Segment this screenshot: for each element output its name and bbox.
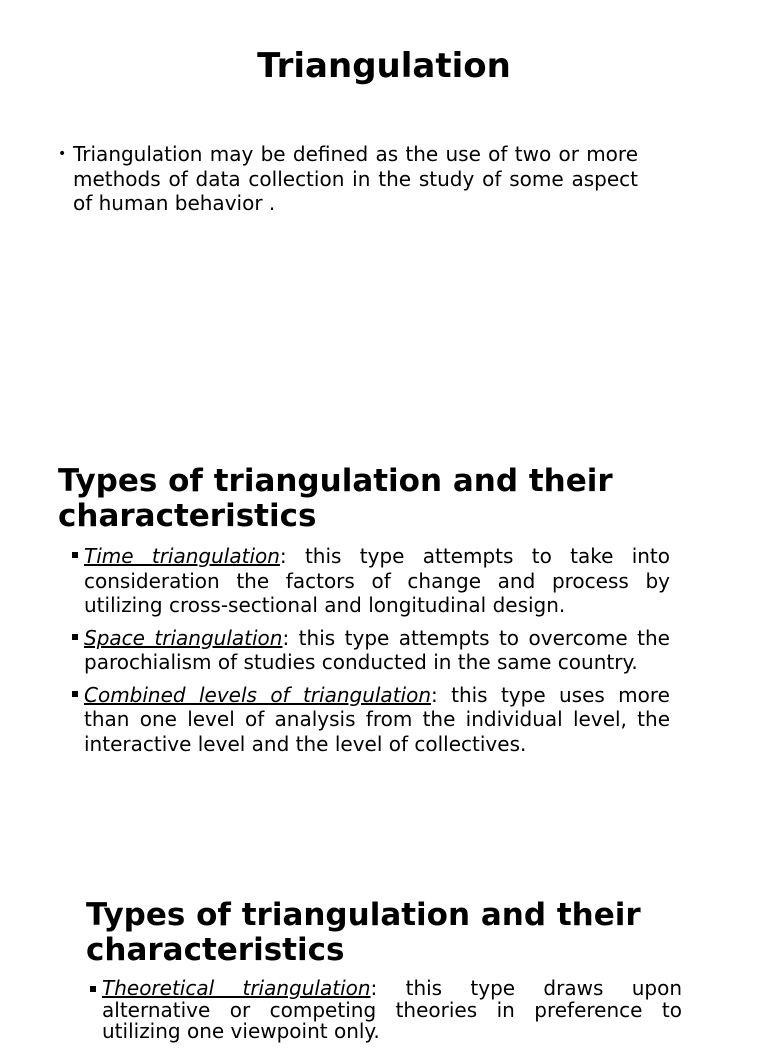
definition-bullet [58, 142, 638, 216]
list-item [88, 978, 682, 1043]
definition-text: Triangulation may be defined as the use of two or more methods of data collection in the study of some aspect of human behavior . [73, 142, 638, 215]
slide-title: Triangulation [257, 46, 511, 86]
bullet-dot-icon: • [58, 146, 67, 162]
type-term: Theoretical triangulation [102, 976, 371, 1000]
square-bullet-icon [90, 986, 96, 992]
type-term: Space triangulation [84, 625, 283, 650]
types-list [70, 544, 670, 764]
list-item [70, 544, 670, 618]
type-description: : this type attempts to take into consideration the factors of change and process by utilizing cross-sectional and longitudinal design. [84, 544, 670, 617]
types-list [88, 978, 682, 1051]
list-item [70, 626, 670, 675]
square-bullet-icon [72, 552, 78, 558]
type-term: Time triangulation [84, 544, 280, 568]
slide-types-of-triangulation-continued [0, 860, 768, 1043]
slide-triangulation [0, 0, 768, 430]
square-bullet-icon [72, 691, 78, 697]
type-description: : this type attempts to overcome the parochialism of studies conducted in the same country. [84, 625, 670, 674]
type-description: : this type uses more than one level of analysis from the individual level, the interactive level and the level of collectives. [84, 682, 670, 756]
square-bullet-icon [72, 634, 78, 640]
type-description: : this type draws upon alternative or competing theories in preference to utilizing one viewpoint only. [102, 976, 682, 1043]
type-term: Combined levels of triangulation [84, 682, 431, 707]
slide-heading: Types of triangulation and their characteristics [86, 897, 641, 968]
slide-types-of-triangulation [0, 430, 768, 860]
list-item [70, 683, 670, 757]
slide-heading: Types of triangulation and their characteristics [58, 463, 613, 534]
